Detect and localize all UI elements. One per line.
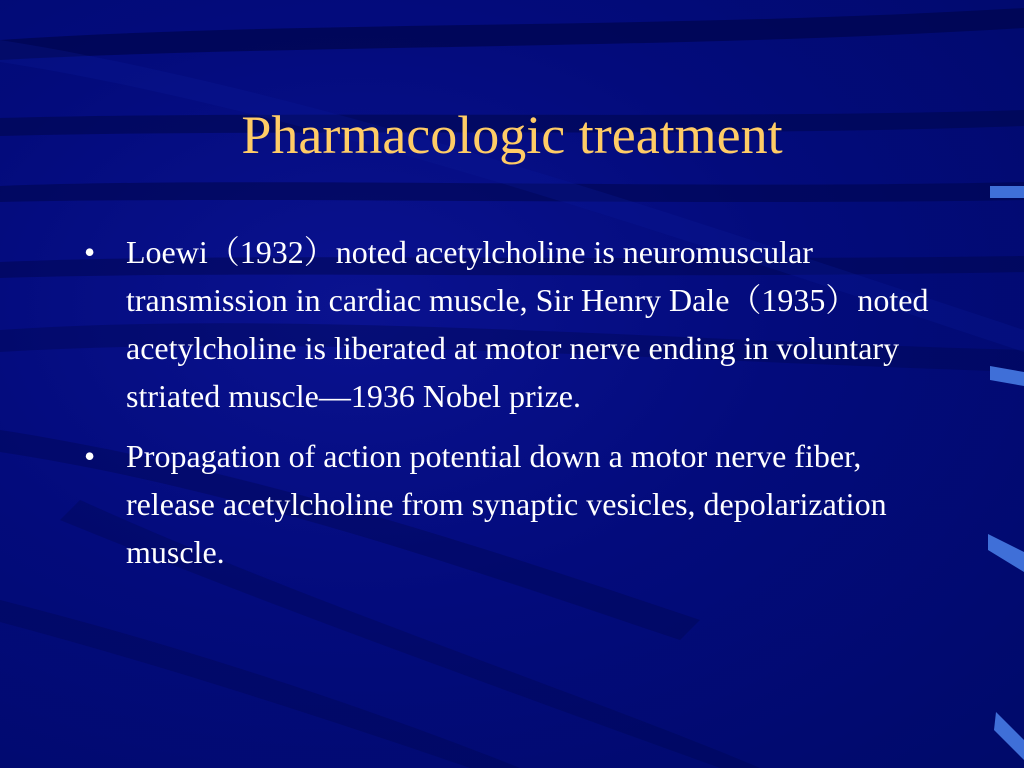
bullet-item xyxy=(84,228,944,420)
edge-accent-mark xyxy=(994,712,1024,760)
bullet-icon: • xyxy=(84,438,96,474)
bullet-list xyxy=(84,228,944,588)
bullet-text: Propagation of action potential down a motor nerve fiber, release acetylcholine from synaptic vesicles, depolarization muscle. xyxy=(126,438,887,570)
edge-accent-mark xyxy=(990,186,1024,198)
bullet-text: Loewi（1932）noted acetylcholine is neuromuscular transmission in cardiac muscle, Sir Henry Dale（1935）noted acetylcholine is liberated at motor nerve ending in voluntary striated muscle—1936 Nobel prize. xyxy=(126,234,929,414)
bullet-icon: • xyxy=(84,234,96,270)
background-swoosh xyxy=(0,600,520,768)
slide-title: Pharmacologic treatment xyxy=(241,105,783,165)
edge-accent-mark xyxy=(988,534,1024,572)
bullet-item xyxy=(84,432,944,576)
background-swoosh xyxy=(0,8,1024,60)
